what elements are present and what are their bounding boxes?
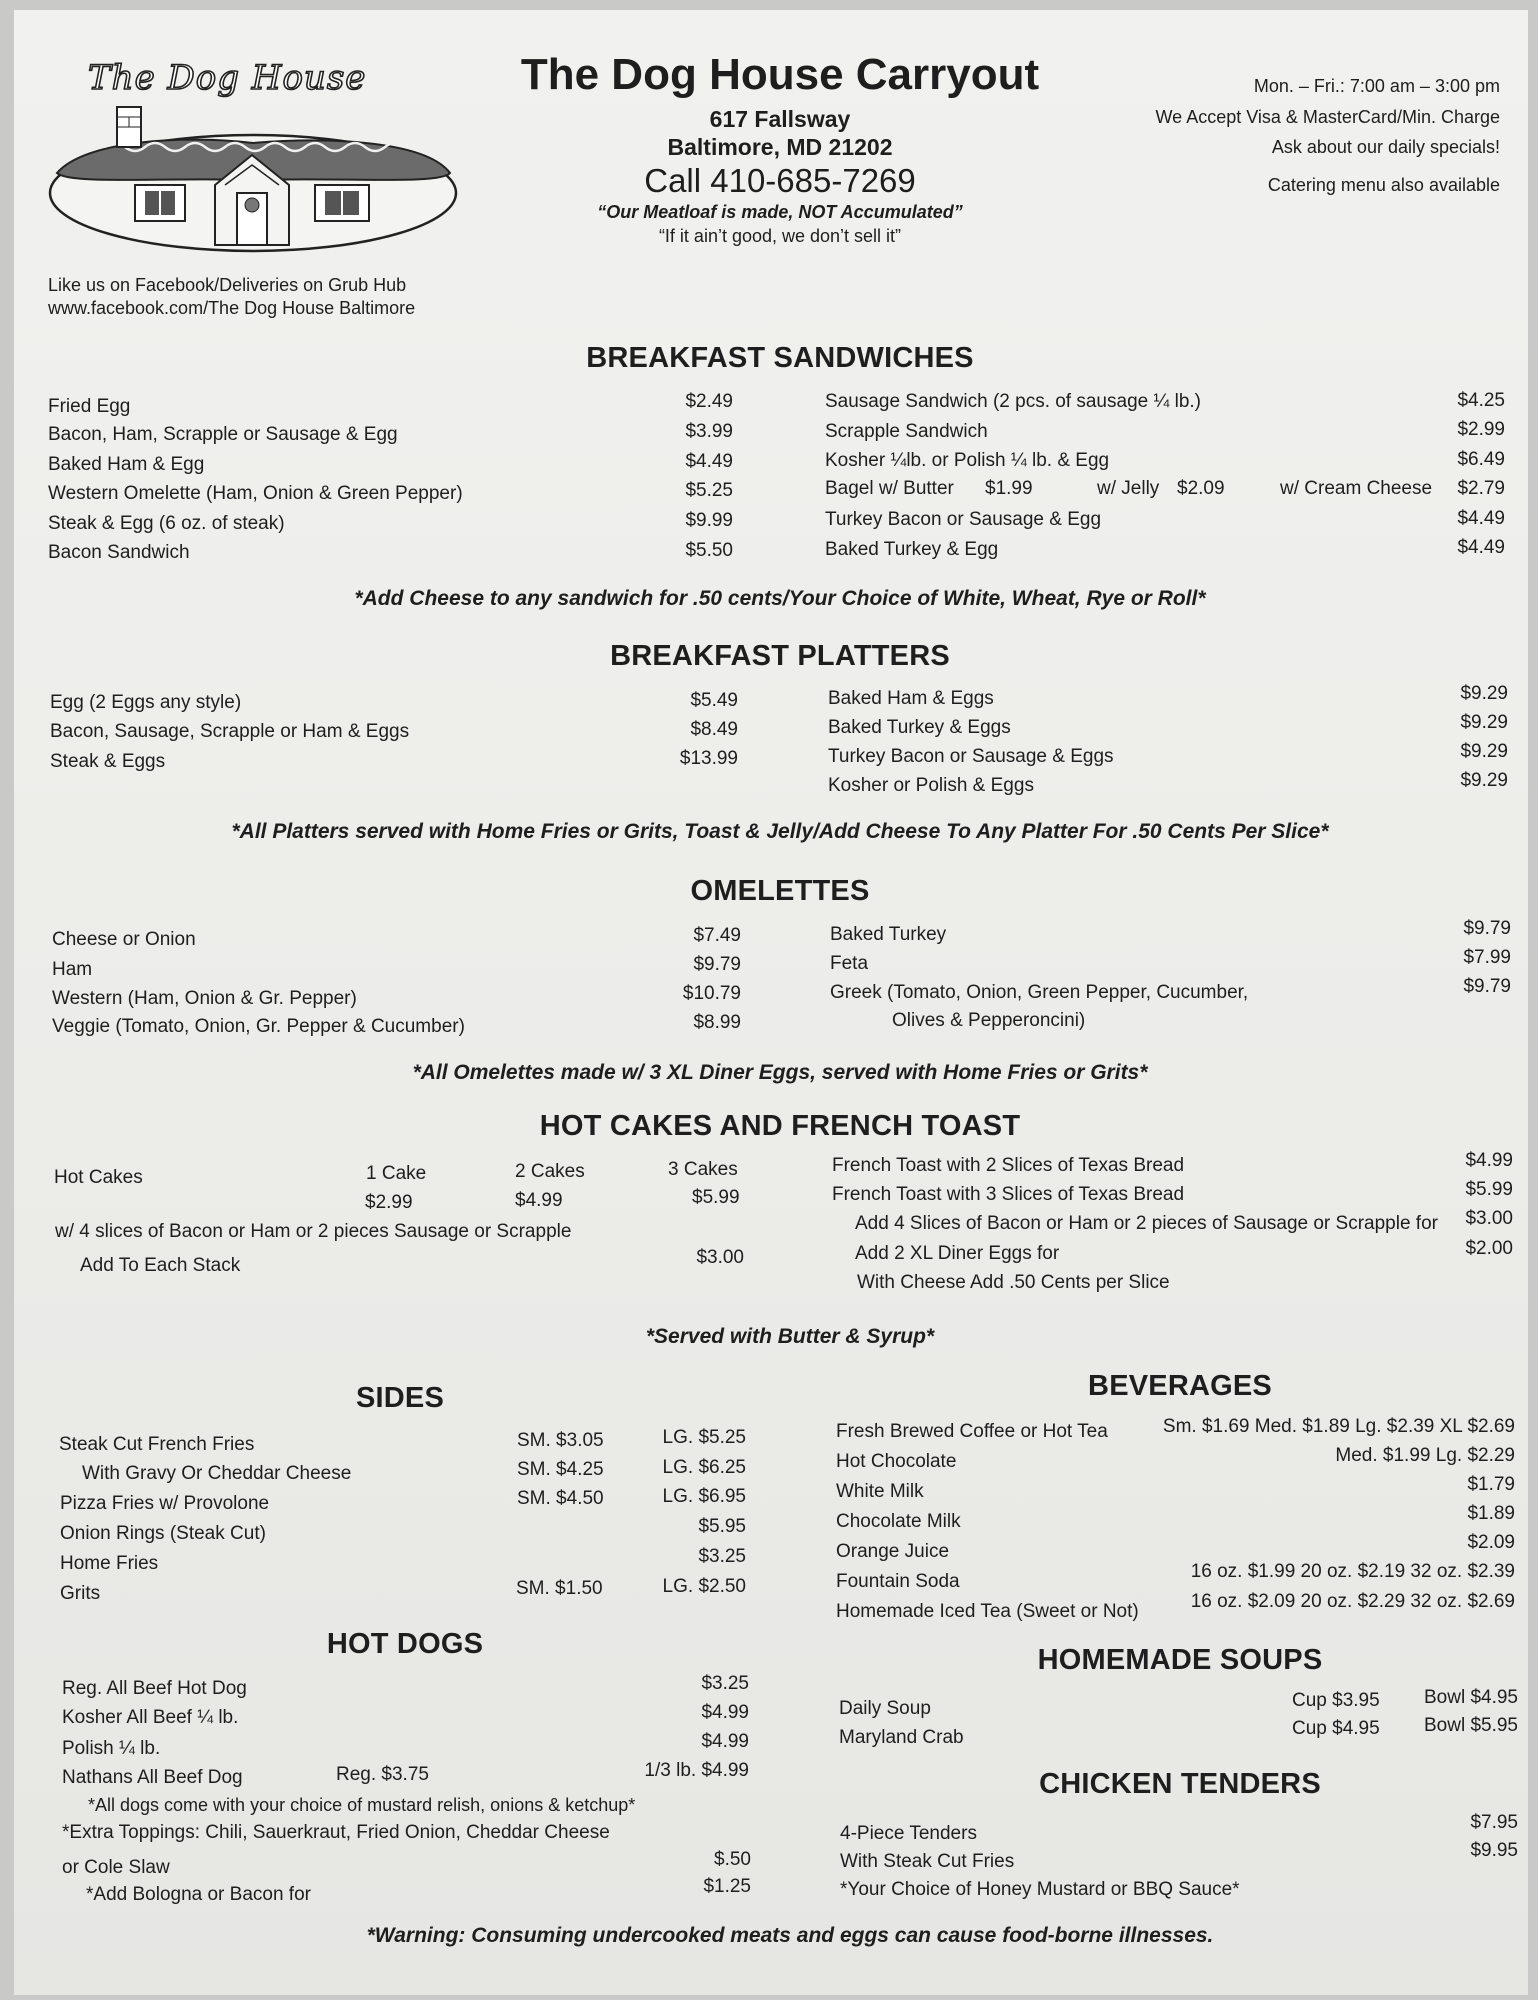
menu-price: $10.79 bbox=[682, 983, 741, 1004]
menu-price: $3.00 bbox=[1465, 1208, 1513, 1229]
hotcakes-size: 2 Cakes bbox=[515, 1161, 585, 1182]
menu-item: 4-Piece Tenders bbox=[840, 1823, 977, 1844]
bagel-item: Bagel w/ Butter bbox=[825, 478, 954, 499]
menu-price: $8.49 bbox=[690, 719, 738, 740]
menu-price: $9.29 bbox=[1460, 683, 1508, 704]
hotcakes-price: $2.99 bbox=[365, 1192, 413, 1213]
menu-price: $9.79 bbox=[1463, 918, 1511, 939]
menu-item: With Steak Cut Fries bbox=[840, 1851, 1015, 1872]
bagel-jelly-price: $2.09 bbox=[1177, 478, 1225, 499]
menu-item: Daily Soup bbox=[839, 1698, 931, 1719]
restaurant-name: The Dog House Carryout bbox=[520, 50, 1040, 99]
menu-item: Steak & Egg (6 oz. of steak) bbox=[48, 513, 285, 534]
menu-price: $7.49 bbox=[693, 925, 741, 946]
section-chicken-tenders: CHICKEN TENDERS bbox=[1039, 1768, 1321, 1800]
menu-item: White Milk bbox=[836, 1481, 924, 1502]
menu-item: Bacon, Sausage, Scrapple or Ham & Eggs bbox=[50, 721, 410, 742]
hotcakes-size: 3 Cakes bbox=[668, 1159, 738, 1180]
hotcakes-price: $5.99 bbox=[692, 1187, 740, 1208]
dogs-note: *All dogs come with your choice of mustard relish, onions & ketchup* bbox=[88, 1795, 636, 1815]
menu-item: Steak & Eggs bbox=[50, 751, 166, 772]
daily-specials: Ask about our daily specials! bbox=[1271, 137, 1500, 157]
menu-price: $7.95 bbox=[1470, 1812, 1518, 1833]
bagel-cream-price: $2.79 bbox=[1457, 478, 1505, 499]
hotcakes-addon-cont: Add To Each Stack bbox=[80, 1255, 241, 1276]
menu-item: Baked Turkey bbox=[830, 924, 947, 945]
menu-item: French Toast with 3 Slices of Texas Bread bbox=[832, 1184, 1185, 1205]
tenders-note: *Your Choice of Honey Mustard or BBQ Sauce* bbox=[840, 1879, 1240, 1900]
section-breakfast-sandwiches: BREAKFAST SANDWICHES bbox=[586, 342, 974, 374]
menu-item: Scrapple Sandwich bbox=[825, 421, 988, 442]
menu-item: Bacon Sandwich bbox=[48, 542, 190, 563]
logo-text: The Dog House bbox=[88, 58, 367, 98]
menu-item: Fresh Brewed Coffee or Hot Tea bbox=[836, 1421, 1108, 1442]
bagel-jelly-label: w/ Jelly bbox=[1097, 478, 1160, 499]
section-hot-dogs: HOT DOGS bbox=[326, 1628, 484, 1660]
section-sides: SIDES bbox=[355, 1382, 445, 1414]
toppings-line-cont: or Cole Slaw bbox=[62, 1857, 170, 1878]
menu-price-sm: SM. $4.25 bbox=[517, 1459, 604, 1480]
bagel-price: $1.99 bbox=[985, 478, 1033, 499]
menu-price: $9.79 bbox=[693, 954, 741, 975]
toppings-price: $.50 bbox=[714, 1849, 751, 1870]
menu-item: Fountain Soda bbox=[836, 1571, 960, 1592]
menu-price: $4.49 bbox=[1457, 537, 1505, 558]
menu-price-lg: LG. $6.25 bbox=[662, 1457, 746, 1478]
menu-price: $9.95 bbox=[1470, 1840, 1518, 1861]
menu-item: Cheese or Onion bbox=[52, 929, 196, 950]
menu-item: Steak Cut French Fries bbox=[59, 1434, 255, 1455]
menu-price: Med. $1.99 Lg. $2.29 bbox=[1335, 1445, 1515, 1466]
menu-price: $2.09 bbox=[1467, 1532, 1515, 1553]
menu-price: 16 oz. $2.09 20 oz. $2.29 32 oz. $2.69 bbox=[1190, 1591, 1515, 1612]
facebook-url[interactable]: www.facebook.com/The Dog House Baltimore bbox=[48, 298, 416, 318]
soup-cup-price: Cup $4.95 bbox=[1292, 1718, 1380, 1739]
menu-item: Ham bbox=[52, 959, 93, 980]
bagel-cream-label: w/ Cream Cheese bbox=[1280, 478, 1433, 499]
menu-price-lg: LG. $5.25 bbox=[662, 1427, 746, 1448]
menu-item: Western (Ham, Onion & Gr. Pepper) bbox=[52, 988, 357, 1009]
menu-price: $4.99 bbox=[701, 1731, 749, 1752]
toppings-line: *Extra Toppings: Chili, Sauerkraut, Fried Onion, Cheddar Cheese bbox=[62, 1822, 610, 1843]
address-city: Baltimore, MD 21202 bbox=[667, 134, 893, 160]
menu-price: $9.99 bbox=[685, 510, 733, 531]
menu-price: $8.99 bbox=[693, 1012, 741, 1033]
menu-item: Pizza Fries w/ Provolone bbox=[60, 1493, 270, 1514]
menu-price: $2.99 bbox=[1457, 419, 1505, 440]
menu-price: $3.25 bbox=[701, 1673, 749, 1694]
menu-price: 16 oz. $1.99 20 oz. $2.19 32 oz. $2.39 bbox=[1190, 1561, 1515, 1582]
menu-item: Add 2 XL Diner Eggs for bbox=[855, 1243, 1060, 1264]
slogan-meatloaf: “Our Meatloaf is made, NOT Accumulated” bbox=[597, 202, 963, 222]
menu-price-sm: SM. $3.05 bbox=[517, 1430, 604, 1451]
catering-info: Catering menu also available bbox=[1267, 175, 1500, 195]
menu-price: $4.25 bbox=[1457, 390, 1505, 411]
menu-price: $4.49 bbox=[1457, 508, 1505, 529]
menu-price-lg: LG. $2.50 bbox=[662, 1576, 746, 1597]
menu-price-sm: SM. $1.50 bbox=[516, 1578, 603, 1599]
menu-item: With Gravy Or Cheddar Cheese bbox=[82, 1463, 352, 1484]
menu-price-lg: $5.95 bbox=[698, 1516, 746, 1537]
menu-price: $1.89 bbox=[1467, 1503, 1515, 1524]
menu-price: Sm. $1.69 Med. $1.89 Lg. $2.39 XL $2.69 bbox=[1162, 1416, 1515, 1437]
menu-price: $13.99 bbox=[679, 748, 738, 769]
soup-bowl-price: Bowl $4.95 bbox=[1423, 1687, 1518, 1708]
menu-price: $2.49 bbox=[685, 391, 733, 412]
menu-item: Bacon, Ham, Scrapple or Sausage & Egg bbox=[48, 424, 398, 445]
menu-item: Polish ¼ lb. bbox=[62, 1738, 161, 1759]
hotcakes-size: 1 Cake bbox=[366, 1163, 427, 1184]
menu-item: Nathans All Beef Dog bbox=[62, 1767, 243, 1788]
menu-price: $5.50 bbox=[685, 540, 733, 561]
slogan-good: “If it ain’t good, we don’t sell it” bbox=[658, 226, 902, 246]
menu-item: Kosher ¼lb. or Polish ¼ lb. & Egg bbox=[825, 450, 1110, 471]
soup-bowl-price: Bowl $5.95 bbox=[1423, 1715, 1518, 1736]
section-hotcakes: HOT CAKES AND FRENCH TOAST bbox=[539, 1110, 1021, 1142]
menu-item: Turkey Bacon or Sausage & Eggs bbox=[828, 746, 1114, 767]
menu-price: $4.99 bbox=[701, 1702, 749, 1723]
menu-item: Hot Chocolate bbox=[836, 1451, 957, 1472]
hotcakes-label: Hot Cakes bbox=[54, 1167, 143, 1188]
menu-item: Fried Egg bbox=[48, 396, 131, 417]
section-omelettes: OMELETTES bbox=[690, 875, 870, 907]
platters-note: *All Platters served with Home Fries or Grits, Toast & Jelly/Add Cheese To Any Platter For .50 Cents Per Slice* bbox=[231, 820, 1329, 843]
soup-cup-price: Cup $3.95 bbox=[1292, 1690, 1380, 1711]
menu-item: Veggie (Tomato, Onion, Gr. Pepper & Cucumber) bbox=[52, 1016, 465, 1037]
menu-price: $4.49 bbox=[685, 451, 733, 472]
section-breakfast-platters: BREAKFAST PLATTERS bbox=[610, 640, 950, 672]
menu-item: Kosher or Polish & Eggs bbox=[828, 775, 1034, 796]
bologna-price: $1.25 bbox=[703, 1876, 751, 1897]
hotcakes-addon-price: $3.00 bbox=[696, 1247, 744, 1268]
nathans-third-price: 1/3 lb. $4.99 bbox=[644, 1760, 749, 1781]
menu-item: Baked Ham & Egg bbox=[48, 454, 205, 475]
hotcakes-price: $4.99 bbox=[515, 1190, 563, 1211]
menu-item: Chocolate Milk bbox=[836, 1511, 961, 1532]
menu-price-lg: LG. $6.95 bbox=[662, 1486, 746, 1507]
menu-price: $9.29 bbox=[1460, 741, 1508, 762]
hotcakes-note: *Served with Butter & Syrup* bbox=[645, 1325, 935, 1348]
food-warning: *Warning: Consuming undercooked meats and eggs can cause food-borne illnesses. bbox=[366, 1924, 1214, 1947]
hours: Mon. – Fri.: 7:00 am – 3:00 pm bbox=[1253, 76, 1500, 96]
nathans-reg-price: Reg. $3.75 bbox=[336, 1764, 429, 1785]
address-street: 617 Fallsway bbox=[709, 106, 851, 132]
section-homemade-soups: HOMEMADE SOUPS bbox=[1037, 1644, 1323, 1676]
hotcakes-addon: w/ 4 slices of Bacon or Ham or 2 pieces Sausage or Scrapple bbox=[55, 1221, 572, 1242]
menu-price-lg: $3.25 bbox=[698, 1546, 746, 1567]
menu-item: Feta bbox=[830, 953, 869, 974]
menu-price: $1.79 bbox=[1467, 1474, 1515, 1495]
menu-item: Western Omelette (Ham, Onion & Green Pepper) bbox=[48, 483, 463, 504]
menu-item: Onion Rings (Steak Cut) bbox=[60, 1523, 266, 1544]
menu-price: $9.29 bbox=[1460, 770, 1508, 791]
menu-price-sm: SM. $4.50 bbox=[517, 1488, 604, 1509]
menu-item: Home Fries bbox=[60, 1553, 159, 1574]
section-beverages: BEVERAGES bbox=[1088, 1370, 1272, 1402]
menu-item: Orange Juice bbox=[836, 1541, 950, 1562]
menu-price: $5.99 bbox=[1465, 1179, 1513, 1200]
menu-price: $6.49 bbox=[1457, 449, 1505, 470]
menu-price: $3.99 bbox=[685, 421, 733, 442]
menu-item: Grits bbox=[60, 1583, 101, 1604]
menu-price: $9.29 bbox=[1460, 712, 1508, 733]
menu-price: $2.00 bbox=[1465, 1238, 1513, 1259]
menu-item: Turkey Bacon or Sausage & Egg bbox=[825, 509, 1102, 530]
facebook-line: Like us on Facebook/Deliveries on Grub Hub bbox=[48, 275, 407, 295]
menu-item: Kosher All Beef ¼ lb. bbox=[62, 1707, 239, 1728]
menu-price: $4.99 bbox=[1465, 1150, 1513, 1171]
menu-price: $9.79 bbox=[1463, 976, 1511, 997]
omelettes-note: *All Omelettes made w/ 3 XL Diner Eggs, served with Home Fries or Grits* bbox=[412, 1061, 1148, 1084]
menu-item: Reg. All Beef Hot Dog bbox=[62, 1678, 247, 1699]
menu-price: $5.25 bbox=[685, 480, 733, 501]
menu-price: $5.49 bbox=[690, 690, 738, 711]
bologna-line: *Add Bologna or Bacon for bbox=[86, 1884, 311, 1905]
menu-item: Add 4 Slices of Bacon or Ham or 2 pieces of Sausage or Scrapple for bbox=[855, 1213, 1438, 1234]
payment-info: We Accept Visa & MasterCard/Min. Charge bbox=[1155, 107, 1500, 127]
phone-number[interactable]: Call 410-685-7269 bbox=[644, 162, 916, 199]
menu-item-cont: Olives & Pepperoncini) bbox=[892, 1010, 1086, 1031]
menu-item: French Toast with 2 Slices of Texas Bread bbox=[832, 1155, 1185, 1176]
menu-item: Greek (Tomato, Onion, Green Pepper, Cucumber, bbox=[830, 982, 1249, 1003]
menu-price: $7.99 bbox=[1463, 947, 1511, 968]
hotdog-house-icon bbox=[45, 85, 465, 260]
menu-item: Sausage Sandwich (2 pcs. of sausage ¼ lb.) bbox=[825, 391, 1202, 412]
menu-item: Baked Ham & Eggs bbox=[828, 688, 994, 709]
cheese-note: With Cheese Add .50 Cents per Slice bbox=[857, 1272, 1170, 1293]
menu-item: Baked Turkey & Eggs bbox=[828, 717, 1011, 738]
menu-item: Egg (2 Eggs any style) bbox=[50, 692, 242, 713]
menu-item: Baked Turkey & Egg bbox=[825, 539, 999, 560]
menu-item: Maryland Crab bbox=[839, 1727, 964, 1748]
sandwich-cheese-note: *Add Cheese to any sandwich for .50 cents/Your Choice of White, Wheat, Rye or Roll* bbox=[354, 587, 1206, 610]
menu-item: Homemade Iced Tea (Sweet or Not) bbox=[836, 1601, 1139, 1622]
